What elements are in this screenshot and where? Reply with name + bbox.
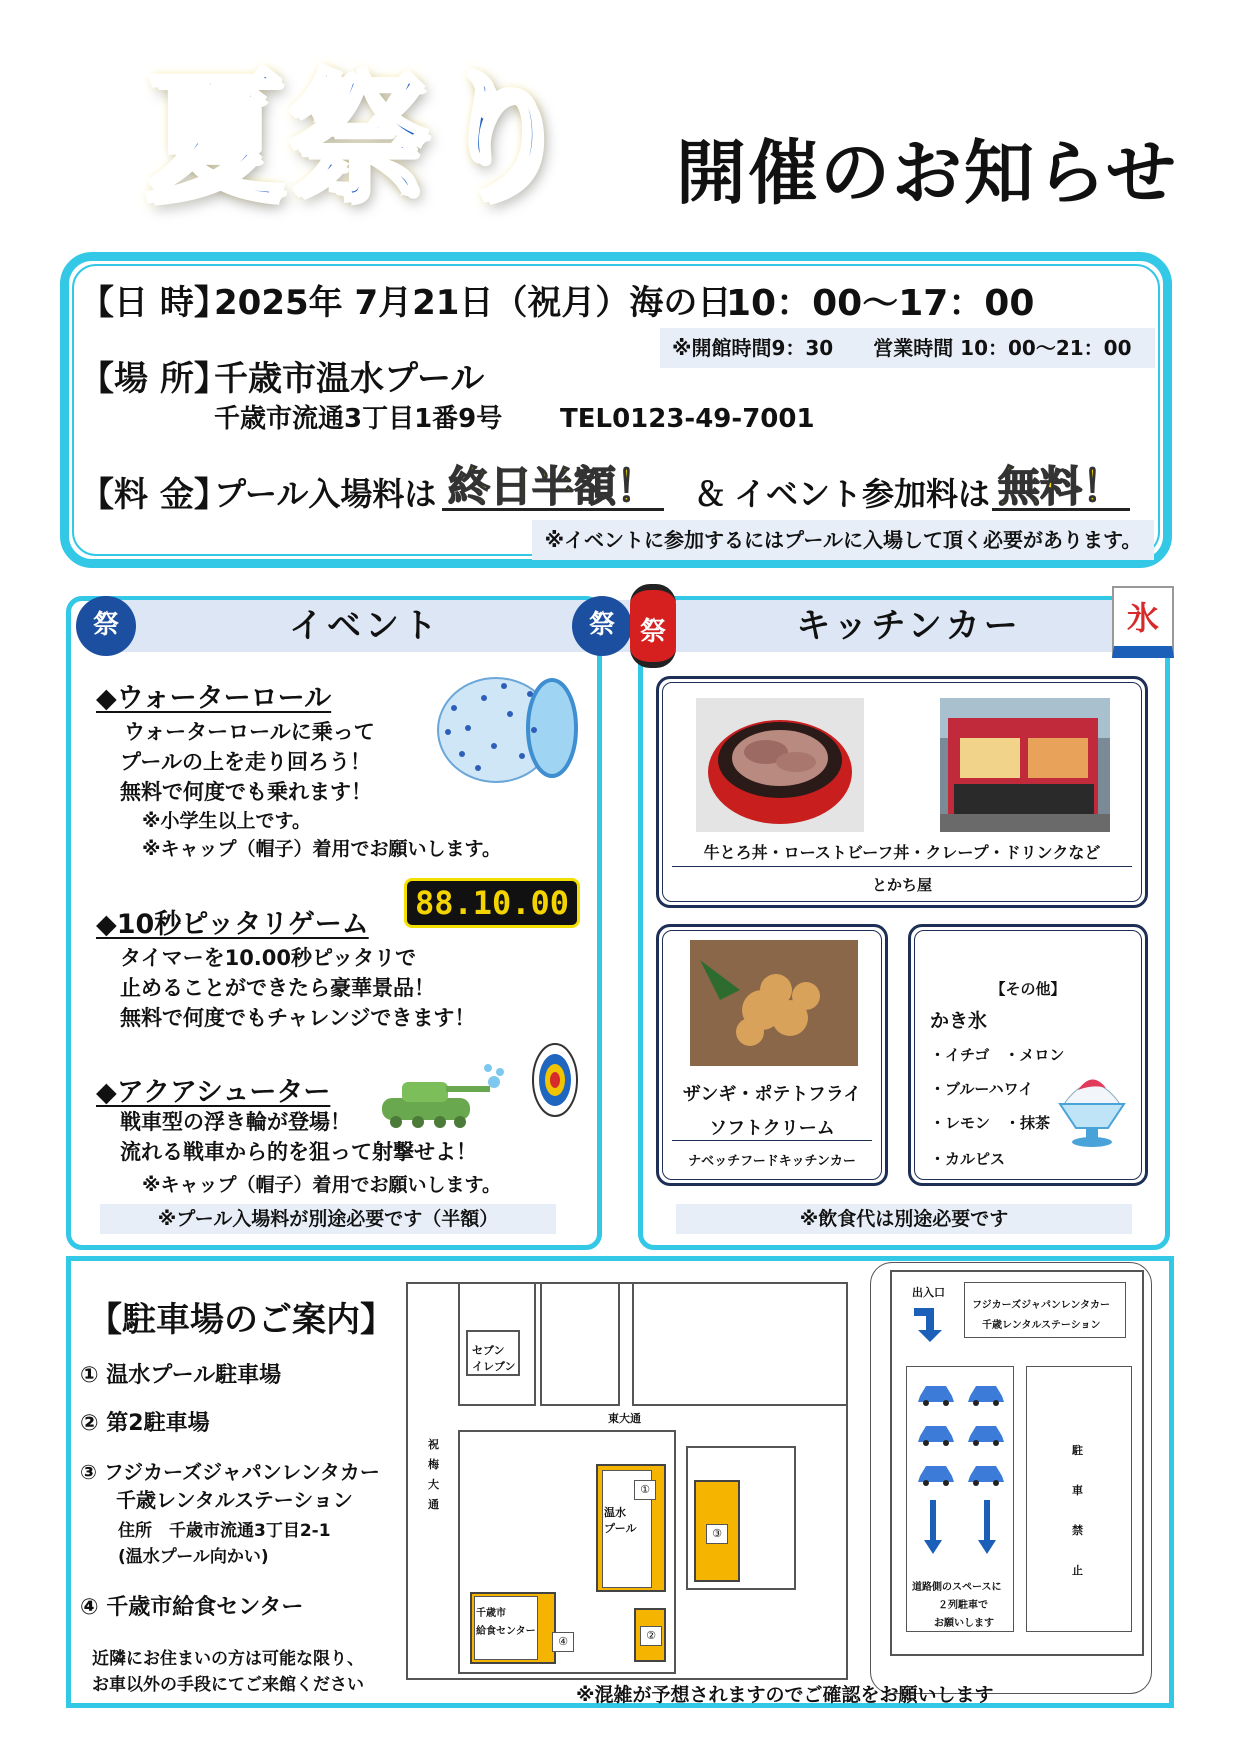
water-roll-title: ◆ウォーターロール bbox=[96, 683, 332, 714]
lunch-center-label-1: 千歳市 bbox=[476, 1608, 506, 1619]
parking-item-3: ③ フジカーズジャパンレンタカー bbox=[80, 1460, 380, 1484]
shaved-ice-flag-icon: 氷 bbox=[1112, 586, 1174, 658]
flavor-line-4: ・カルピス bbox=[930, 1150, 1006, 1168]
kitchen-header: キッチンカー bbox=[676, 600, 1142, 652]
date-label: 【日 時】 bbox=[80, 283, 228, 323]
tank-icon bbox=[376, 1060, 506, 1132]
parking-item-3-address: 住所 千歳市流通3丁目2-1 bbox=[118, 1521, 331, 1541]
fee-text-event: イベント参加料は bbox=[734, 475, 991, 513]
car-icons bbox=[914, 1372, 1010, 1496]
water-roll-note-2: ※キャップ（帽子）着用でお願いします。 bbox=[142, 838, 501, 860]
card2-divider bbox=[672, 1140, 872, 1141]
entrance-label: 出入口 bbox=[912, 1286, 945, 1299]
entrance-arrow-icon bbox=[910, 1300, 950, 1344]
parking-request-line-2: お車以外の手段にてご来館ください bbox=[92, 1675, 364, 1695]
parking-title: 【駐車場のご案内】 bbox=[88, 1300, 394, 1340]
game-line-1: タイマーを10.00秒ピッタリで bbox=[120, 946, 417, 970]
map-block-right bbox=[632, 1282, 848, 1406]
shooter-line-1: 戦車型の浮き輪が登場！ bbox=[120, 1110, 351, 1134]
fried-chicken-photo bbox=[690, 940, 858, 1066]
fee-highlight-free: 無料！ bbox=[992, 466, 1130, 511]
map-number-1: ① bbox=[634, 1480, 656, 1500]
no-parking-4: 止 bbox=[1072, 1564, 1083, 1577]
card1-divider bbox=[672, 866, 1132, 867]
tokachiya-menu: 牛とろ丼・ローストビーフ丼・クレープ・ドリンクなど bbox=[703, 843, 1101, 862]
beef-bowl-photo bbox=[696, 698, 864, 832]
water-roll-line-2: プールの上を走り回ろう！ bbox=[120, 750, 371, 774]
festival-fan-icon-right: 祭 bbox=[572, 596, 632, 656]
other-title: 【その他】 bbox=[990, 980, 1066, 998]
rental-label-1: フジカーズジャパンレンタカー bbox=[972, 1300, 1110, 1311]
place-name: 千歳市温水プール bbox=[214, 359, 485, 399]
game-line-2: 止めることができたら豪華景品！ bbox=[120, 976, 435, 1000]
water-roll-line-1: ウォーターロールに乗って bbox=[124, 720, 375, 744]
no-parking-1: 駐 bbox=[1072, 1444, 1083, 1457]
ten-second-game-title: ◆10秒ピッタリゲーム bbox=[96, 909, 369, 940]
game-line-3: 無料で何度でもチャレンジできます！ bbox=[120, 1006, 476, 1030]
seven-eleven-label-1: セブン bbox=[472, 1344, 505, 1357]
event-footer-note: ※プール入場料が別途必要です（半額） bbox=[100, 1204, 556, 1234]
fee-text-pool: プール入場料は bbox=[214, 475, 437, 513]
parking-item-2: ② 第2駐車場 bbox=[80, 1411, 210, 1436]
food-truck-photo bbox=[940, 698, 1110, 832]
lunch-center-label-2: 給食センター bbox=[476, 1626, 536, 1637]
shooter-line-2: 流れる戦車から的を狙って射撃せよ！ bbox=[120, 1140, 477, 1164]
road-note-3: お願いします bbox=[934, 1618, 994, 1629]
water-roll-note-1: ※小学生以上です。 bbox=[142, 810, 311, 832]
west-road-label-2: 梅 bbox=[428, 1458, 439, 1471]
flavor-line-2: ・ブルーハワイ bbox=[930, 1080, 1034, 1098]
announcement-subtitle: 開催のお知らせ bbox=[676, 132, 1178, 214]
west-road-label-1: 祝 bbox=[428, 1438, 439, 1451]
map-number-4: ④ bbox=[552, 1632, 574, 1652]
nabecchi-menu-1: ザンギ・ポテトフライ bbox=[682, 1084, 862, 1105]
pool-label-1: 温水 bbox=[604, 1506, 626, 1519]
water-roll-image bbox=[434, 668, 584, 790]
road-note-2: ２列駐車で bbox=[938, 1600, 988, 1611]
shaved-ice-icon bbox=[1054, 1064, 1130, 1150]
parking-request-line-1: 近隣にお住まいの方は可能な限り、 bbox=[92, 1649, 364, 1669]
congestion-note: ※混雑が予想されますのでご確認をお願いします bbox=[576, 1684, 994, 1706]
seven-eleven-label-2: イレブン bbox=[472, 1360, 516, 1373]
parking-item-1: ① 温水プール駐車場 bbox=[80, 1363, 282, 1388]
parking-item-3-note: (温水プール向かい) bbox=[118, 1547, 269, 1567]
fee-note: ※イベントに参加するにはプールに入場して頂く必要があります。 bbox=[532, 520, 1154, 560]
kitchen-footer-note: ※飲食代は別途必要です bbox=[676, 1204, 1132, 1234]
map-number-3: ③ bbox=[706, 1524, 728, 1544]
no-parking-area bbox=[1026, 1366, 1132, 1632]
shooter-note: ※キャップ（帽子）着用でお願いします。 bbox=[142, 1174, 501, 1196]
address: 千歳市流通3丁目1番9号 bbox=[214, 404, 503, 434]
fee-and: ＆ bbox=[694, 475, 727, 513]
aqua-shooter-title: ◆アクアシューター bbox=[96, 1077, 331, 1108]
parking-item-3-station: 千歳レンタルステーション bbox=[116, 1488, 353, 1512]
water-roll-line-3: 無料で何度でも乗れます！ bbox=[120, 780, 372, 804]
fee-label: 【料 金】 bbox=[80, 475, 228, 515]
pool-label-2: プール bbox=[604, 1522, 637, 1535]
east-road-label: 東大通 bbox=[608, 1412, 641, 1425]
map-number-2: ② bbox=[640, 1626, 662, 1646]
road-note-1: 道路側のスペースに bbox=[912, 1582, 1002, 1593]
parking-item-4: ④ 千歳市給食センター bbox=[80, 1595, 304, 1620]
timer-display: 88.10.00 bbox=[404, 878, 580, 928]
event-header: イベント bbox=[100, 600, 630, 652]
flavor-line-3: ・レモン ・抹茶 bbox=[930, 1114, 1051, 1132]
lantern-icon: 祭 bbox=[630, 584, 676, 668]
time-value: 10：00～17：00 bbox=[726, 283, 1035, 324]
nabecchi-menu-2: ソフトクリーム bbox=[709, 1118, 835, 1139]
west-road-label-4: 通 bbox=[428, 1498, 439, 1511]
festival-fan-icon-left: 祭 bbox=[76, 596, 136, 656]
place-label: 【場 所】 bbox=[80, 359, 228, 399]
no-parking-2: 車 bbox=[1072, 1484, 1083, 1497]
date-value: 2025年 7月21日（祝月）海の日 bbox=[214, 283, 732, 323]
map-block-center bbox=[540, 1282, 620, 1406]
fee-highlight-half: 終日半額！ bbox=[442, 466, 664, 511]
shaved-ice-label: かき氷 bbox=[930, 1010, 988, 1032]
no-parking-3: 禁 bbox=[1072, 1524, 1083, 1537]
festival-title: 夏祭り bbox=[145, 58, 578, 221]
nabecchi-vendor: ナベッチフードキッチンカー bbox=[688, 1154, 856, 1169]
target-icon bbox=[532, 1042, 578, 1118]
rental-label-2: 千歳レンタルステーション bbox=[982, 1320, 1101, 1331]
tokachiya-vendor: とかち屋 bbox=[871, 876, 932, 894]
west-road-label-3: 大 bbox=[428, 1478, 439, 1491]
down-arrows-icon bbox=[918, 1500, 1004, 1556]
flavor-line-1: ・イチゴ ・メロン bbox=[930, 1046, 1065, 1064]
hours-note: ※開館時間9：30 営業時間 10：00～21：00 bbox=[660, 328, 1155, 368]
tel: TEL0123-49-7001 bbox=[560, 404, 815, 434]
